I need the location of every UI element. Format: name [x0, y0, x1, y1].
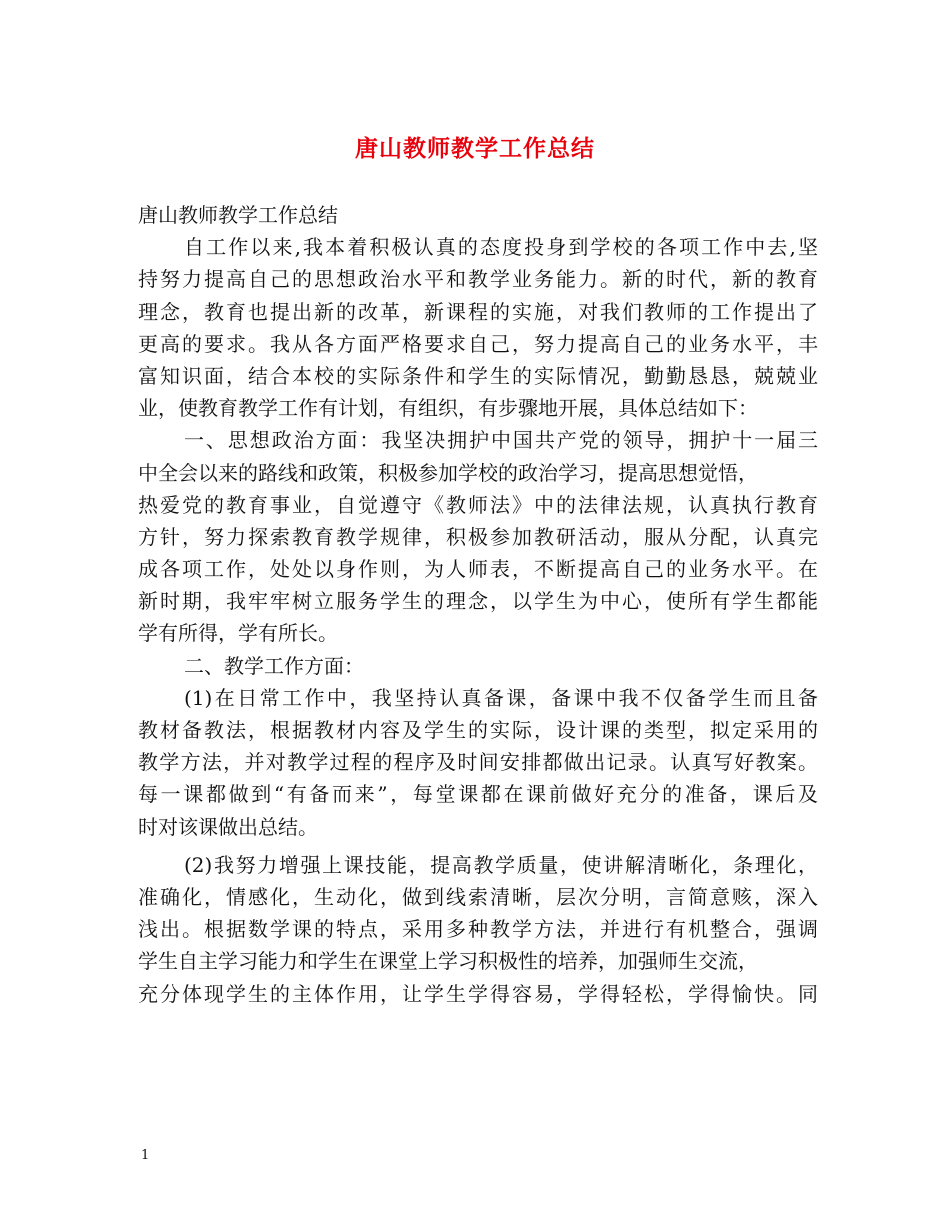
text-line: 理念，教育也提出新的改革，新课程的实施，对我们教师的工作提出了 — [138, 299, 818, 324]
text-line: 自工作以来,我本着积极认真的态度投身到学校的各项工作中去,坚 — [184, 235, 818, 260]
text-line: 富知识面，结合本校的实际条件和学生的实际情况，勤勤恳恳，兢兢业 — [138, 363, 818, 388]
page-number: 1 — [141, 1148, 150, 1163]
text-line: 浅出。根据数学课的特点，采用多种教学方法，并进行有机整合，强调 — [138, 917, 818, 942]
text-line: 方针，努力探索教育教学规律，积极参加教研活动，服从分配，认真完 — [138, 524, 818, 549]
text-line: 业，使教育教学工作有计划，有组织，有步骤地开展，具体总结如下： — [138, 396, 758, 421]
text-line: 持努力提高自己的思想政治水平和教学业务能力。新的时代，新的教育 — [138, 267, 818, 292]
text-line: 成各项工作，处处以身作则，为人师表，不断提高自己的业务水平。在 — [138, 557, 818, 582]
text-line: (2)我努力增强上课技能，提高教学质量，使讲解清晰化，条理化， — [184, 852, 818, 877]
document-title: 唐山教师教学工作总结 — [355, 135, 595, 162]
text-line: 学生自主学习能力和学生在课堂上学习积极性的培养，加强师生交流， — [138, 949, 758, 974]
document-body — [138, 199, 818, 1010]
text-line: 准确化，情感化，生动化，做到线索清晰，层次分明，言简意赅，深入 — [138, 884, 818, 909]
text-line: 每一课都做到“有备而来”，每堂课都在课前做好充分的准备，课后及 — [138, 782, 818, 807]
text-line: 中全会以来的路线和政策，积极参加学校的政治学习，提高思想觉悟， — [138, 460, 758, 485]
text-line: 热爱党的教育事业，自觉遵守《教师法》中的法律法规，认真执行教育 — [138, 492, 818, 517]
text-line: 唐山教师教学工作总结 — [138, 203, 338, 227]
text-line: 充分体现学生的主体作用，让学生学得容易，学得轻松，学得愉快。同 — [138, 981, 818, 1006]
text-line: (1)在日常工作中，我坚持认真备课，备课中我不仅备学生而且备 — [184, 685, 818, 710]
text-line: 教学方法，并对教学过程的程序及时间安排都做出记录。认真写好教案。 — [138, 750, 818, 775]
text-line: 二、教学工作方面： — [184, 653, 364, 678]
text-line: 一、思想政治方面：我坚决拥护中国共产党的领导，拥护十一届三 — [184, 428, 818, 453]
text-line: 新时期，我牢牢树立服务学生的理念，以学生为中心，使所有学生都能 — [138, 589, 818, 614]
text-line: 学有所得，学有所长。 — [138, 621, 338, 646]
text-line: 更高的要求。我从各方面严格要求自己，努力提高自己的业务水平，丰 — [138, 331, 818, 356]
text-line: 时对该课做出总结。 — [138, 814, 318, 839]
text-line: 教材备教法，根据教材内容及学生的实际，设计课的类型，拟定采用的 — [138, 718, 818, 742]
